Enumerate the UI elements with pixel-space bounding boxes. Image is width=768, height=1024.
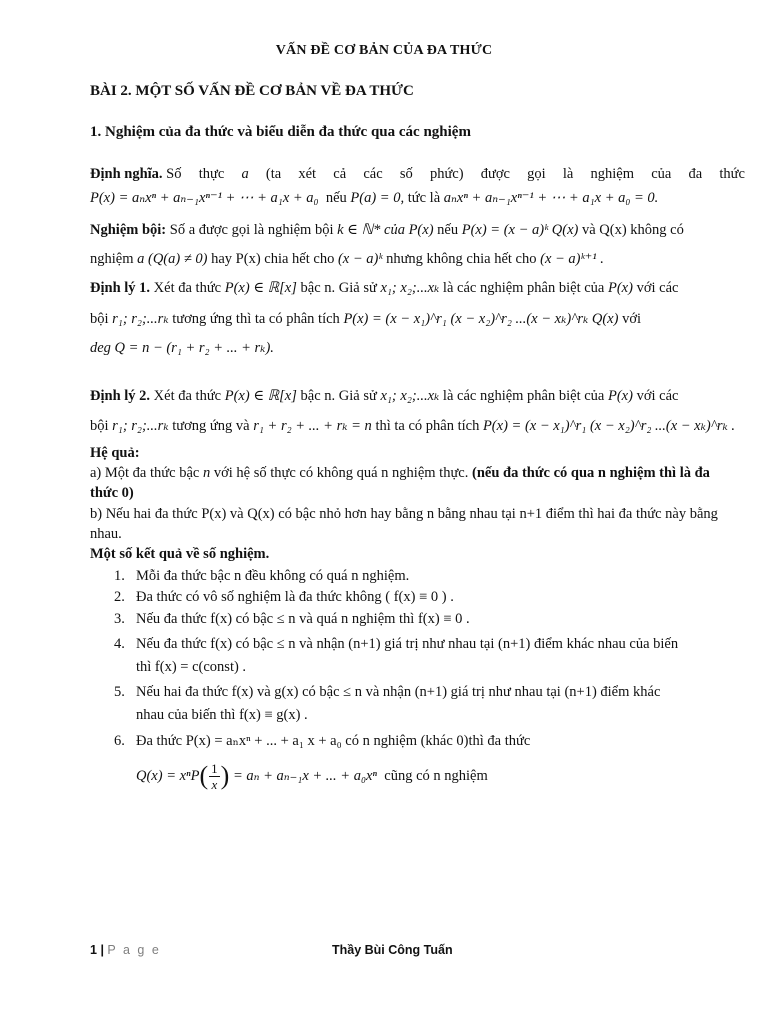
definition-line-1 <box>90 166 745 183</box>
math-expr: (x − a)ᵏ <box>337 251 383 267</box>
list-text: Đa thức P(x) = aₙxⁿ + ... + a₁ x + a₀ có n nghiệm (khác 0)thì đa thức <box>136 733 531 749</box>
polynomial-equation: aₙxⁿ + aₙ₋₁xⁿ⁻¹ + ⋯ + a₁x + a₀ = 0. <box>443 190 659 206</box>
text: Xét đa thức <box>153 388 222 404</box>
text: Xét đa thức <box>153 280 222 296</box>
math-expr: P(x) <box>608 388 633 404</box>
degree-formula: deg Q = n − (r₁ + r₂ + ... + rₖ). <box>90 340 274 356</box>
definition-label: Định nghĩa. <box>90 166 163 182</box>
multiple-root-line-2 <box>90 251 745 268</box>
list-text: Nếu đa thức f(x) có bậc ≤ n và nhận (n+1) giá trị như nhau tại (n+1) điểm khác nhau của biến <box>136 636 679 652</box>
q-formula: Q(x) = xⁿP ( $\frac{1}{x}$ ) = aₙ + aₙ₋₁x + ... + a₀xⁿ cũng có n nghiệm <box>136 760 488 792</box>
footer-author: Thầy Bùi Công Tuấn <box>332 943 453 957</box>
theorem2-line-2 <box>90 418 745 435</box>
section-title: 1. Nghiệm của đa thức và biểu diễn đa thức qua các nghiệm <box>90 124 471 140</box>
list-text: Mỗi đa thức bậc n đều không có quá n nghiệm. <box>136 568 410 584</box>
corollary-b-line-2: nhau. <box>90 526 122 542</box>
text: nếu <box>437 222 459 238</box>
page-number: 1 <box>90 943 97 957</box>
text: tương ứng và <box>172 418 250 434</box>
math-expr: Q(x) = xⁿP <box>136 767 200 784</box>
text: bội <box>90 311 109 327</box>
list-number: 6. <box>114 733 125 749</box>
text: với các <box>636 388 679 404</box>
text: được <box>480 166 510 182</box>
text: (ta <box>265 166 282 182</box>
lesson-title: BÀI 2. MỘT SỐ VẤN ĐỀ CƠ BẢN VỀ ĐA THỨC <box>90 83 414 99</box>
theorem1-line-2 <box>90 311 745 328</box>
list-number: 2. <box>114 589 125 605</box>
text: số <box>399 166 413 182</box>
text: và Q(x) không có <box>581 222 684 238</box>
theorem1-line-1 <box>90 280 745 297</box>
corollary-a-line-1 <box>90 465 745 482</box>
text: xét <box>298 166 317 182</box>
fraction-denominator: x <box>211 776 218 792</box>
corollary-label: Hệ quả: <box>90 445 140 461</box>
text: cả <box>333 166 347 182</box>
text: nghiệm <box>90 251 134 267</box>
list-text: Đa thức có vô số nghiệm là đa thức không ( f(x) ≡ 0 ) . <box>136 589 454 605</box>
math-expr: P(x) = (x − a)ᵏ Q(x) <box>461 222 579 238</box>
text: với hệ số thực có không quá n nghiệm thực. <box>213 465 469 481</box>
text: Số a được gọi là nghiệm bội <box>169 222 334 238</box>
text: bội <box>90 418 109 434</box>
math-expr: (x − a)ᵏ⁺¹ . <box>540 251 604 267</box>
math-expr: = aₙ + aₙ₋₁x + ... + a₀xⁿ <box>232 767 378 784</box>
root-condition: P(a) = 0, <box>350 190 405 206</box>
corollary-b-line-1: b) Nếu hai đa thức P(x) và Q(x) có bậc nhỏ hơn hay bằng n bằng nhau tại n+1 điểm thì hai đa thức này bằng <box>90 506 718 522</box>
list-item-formula <box>90 758 745 794</box>
math-expr: r₁ + r₂ + ... + rₖ = n <box>253 418 372 434</box>
text: nhưng không chia hết cho <box>386 251 537 267</box>
text: gọi <box>527 166 546 182</box>
text: nếu <box>325 190 347 206</box>
text: phức) <box>429 166 464 182</box>
text: thì ta có phân tích <box>375 418 480 434</box>
theorem2-label: Định lý 2. <box>90 388 151 404</box>
page-indicator <box>90 943 161 957</box>
text: bậc n. Giả sử <box>300 280 377 296</box>
text: là các nghiệm phân biệt của <box>442 388 605 404</box>
text: đa <box>688 166 703 182</box>
factorization-formula: P(x) = (x − x₁)^r₁ (x − x₂)^r₂ ...(x − xₖ)^rₖ Q(x) <box>343 311 619 327</box>
theorem1-label: Định lý 1. <box>90 280 151 296</box>
page-word: P a g e <box>107 943 161 957</box>
list-number: 4. <box>114 636 125 652</box>
text: bậc n. Giả sử <box>300 388 377 404</box>
text: thực <box>198 166 225 182</box>
math-expr: r₁; r₂;...rₖ <box>112 311 169 327</box>
bold-note: (nếu đa thức có qua n nghiệm thì là đa <box>472 465 710 481</box>
list-text: thì f(x) = c(const) . <box>136 659 247 675</box>
math-expr: a (Q(a) ≠ 0) <box>137 251 208 267</box>
text: tương ứng thì ta có phân tích <box>172 311 340 327</box>
text: cũng có n nghiệm <box>384 767 488 784</box>
page-separator: | <box>100 943 104 957</box>
list-text: nhau của biến thì f(x) ≡ g(x) . <box>136 707 308 723</box>
multiple-root-label: Nghiệm bội: <box>90 222 167 238</box>
math-var: a <box>241 166 249 182</box>
text: với <box>622 311 642 327</box>
text: tức là <box>407 190 441 206</box>
document-title: VẤN ĐỀ CƠ BẢN CỦA ĐA THỨC <box>275 43 493 58</box>
text: là các nghiệm phân biệt của <box>442 280 605 296</box>
fraction-numerator: 1 <box>211 760 218 776</box>
definition-line-2 <box>90 190 745 207</box>
list-number: 5. <box>114 684 125 700</box>
corollary-a-line-2: thức 0) <box>90 485 134 501</box>
math-expr: x₁; x₂;...xₖ <box>380 388 440 404</box>
text: thức <box>719 166 745 182</box>
math-expr: P(x) ∈ ℝ[x] <box>224 280 297 296</box>
math-expr: P(x) <box>608 280 633 296</box>
text: hay P(x) chia hết cho <box>211 251 335 267</box>
math-expr: r₁; r₂;...rₖ <box>112 418 169 434</box>
text: nghiệm <box>590 166 635 182</box>
text: với các <box>636 280 679 296</box>
list-text: Nếu hai đa thức f(x) và g(x) có bậc ≤ n và nhận (n+1) giá trị như nhau tại (n+1) điểm khác <box>136 684 661 700</box>
list-number: 1. <box>114 568 125 584</box>
text: của <box>651 166 672 182</box>
multiple-root-line-1 <box>90 222 745 239</box>
text: các <box>363 166 383 182</box>
theorem2-line-1 <box>90 388 745 405</box>
math-expr: k ∈ ℕ* của P(x) <box>337 222 434 238</box>
fraction <box>209 761 220 792</box>
text: là <box>562 166 574 182</box>
theorem1-line-3 <box>90 340 745 357</box>
results-heading: Một số kết quả về số nghiệm. <box>90 546 270 562</box>
list-number: 3. <box>114 611 125 627</box>
polynomial-formula: P(x) = aₙxⁿ + aₙ₋₁xⁿ⁻¹ + ⋯ + a₁x + a₀ <box>90 190 319 206</box>
math-expr: P(x) ∈ ℝ[x] <box>224 388 297 404</box>
text: a) Một đa thức bậc <box>90 465 200 481</box>
math-var: n <box>202 465 211 481</box>
list-text: Nếu đa thức f(x) có bậc ≤ n và quá n nghiệm thì f(x) ≡ 0 . <box>136 611 470 627</box>
factorization-formula: P(x) = (x − x₁)^r₁ (x − x₂)^r₂ ...(x − xₖ)^rₖ . <box>482 418 736 434</box>
text: Số <box>166 166 182 182</box>
math-expr: x₁; x₂;...xₖ <box>380 280 440 296</box>
